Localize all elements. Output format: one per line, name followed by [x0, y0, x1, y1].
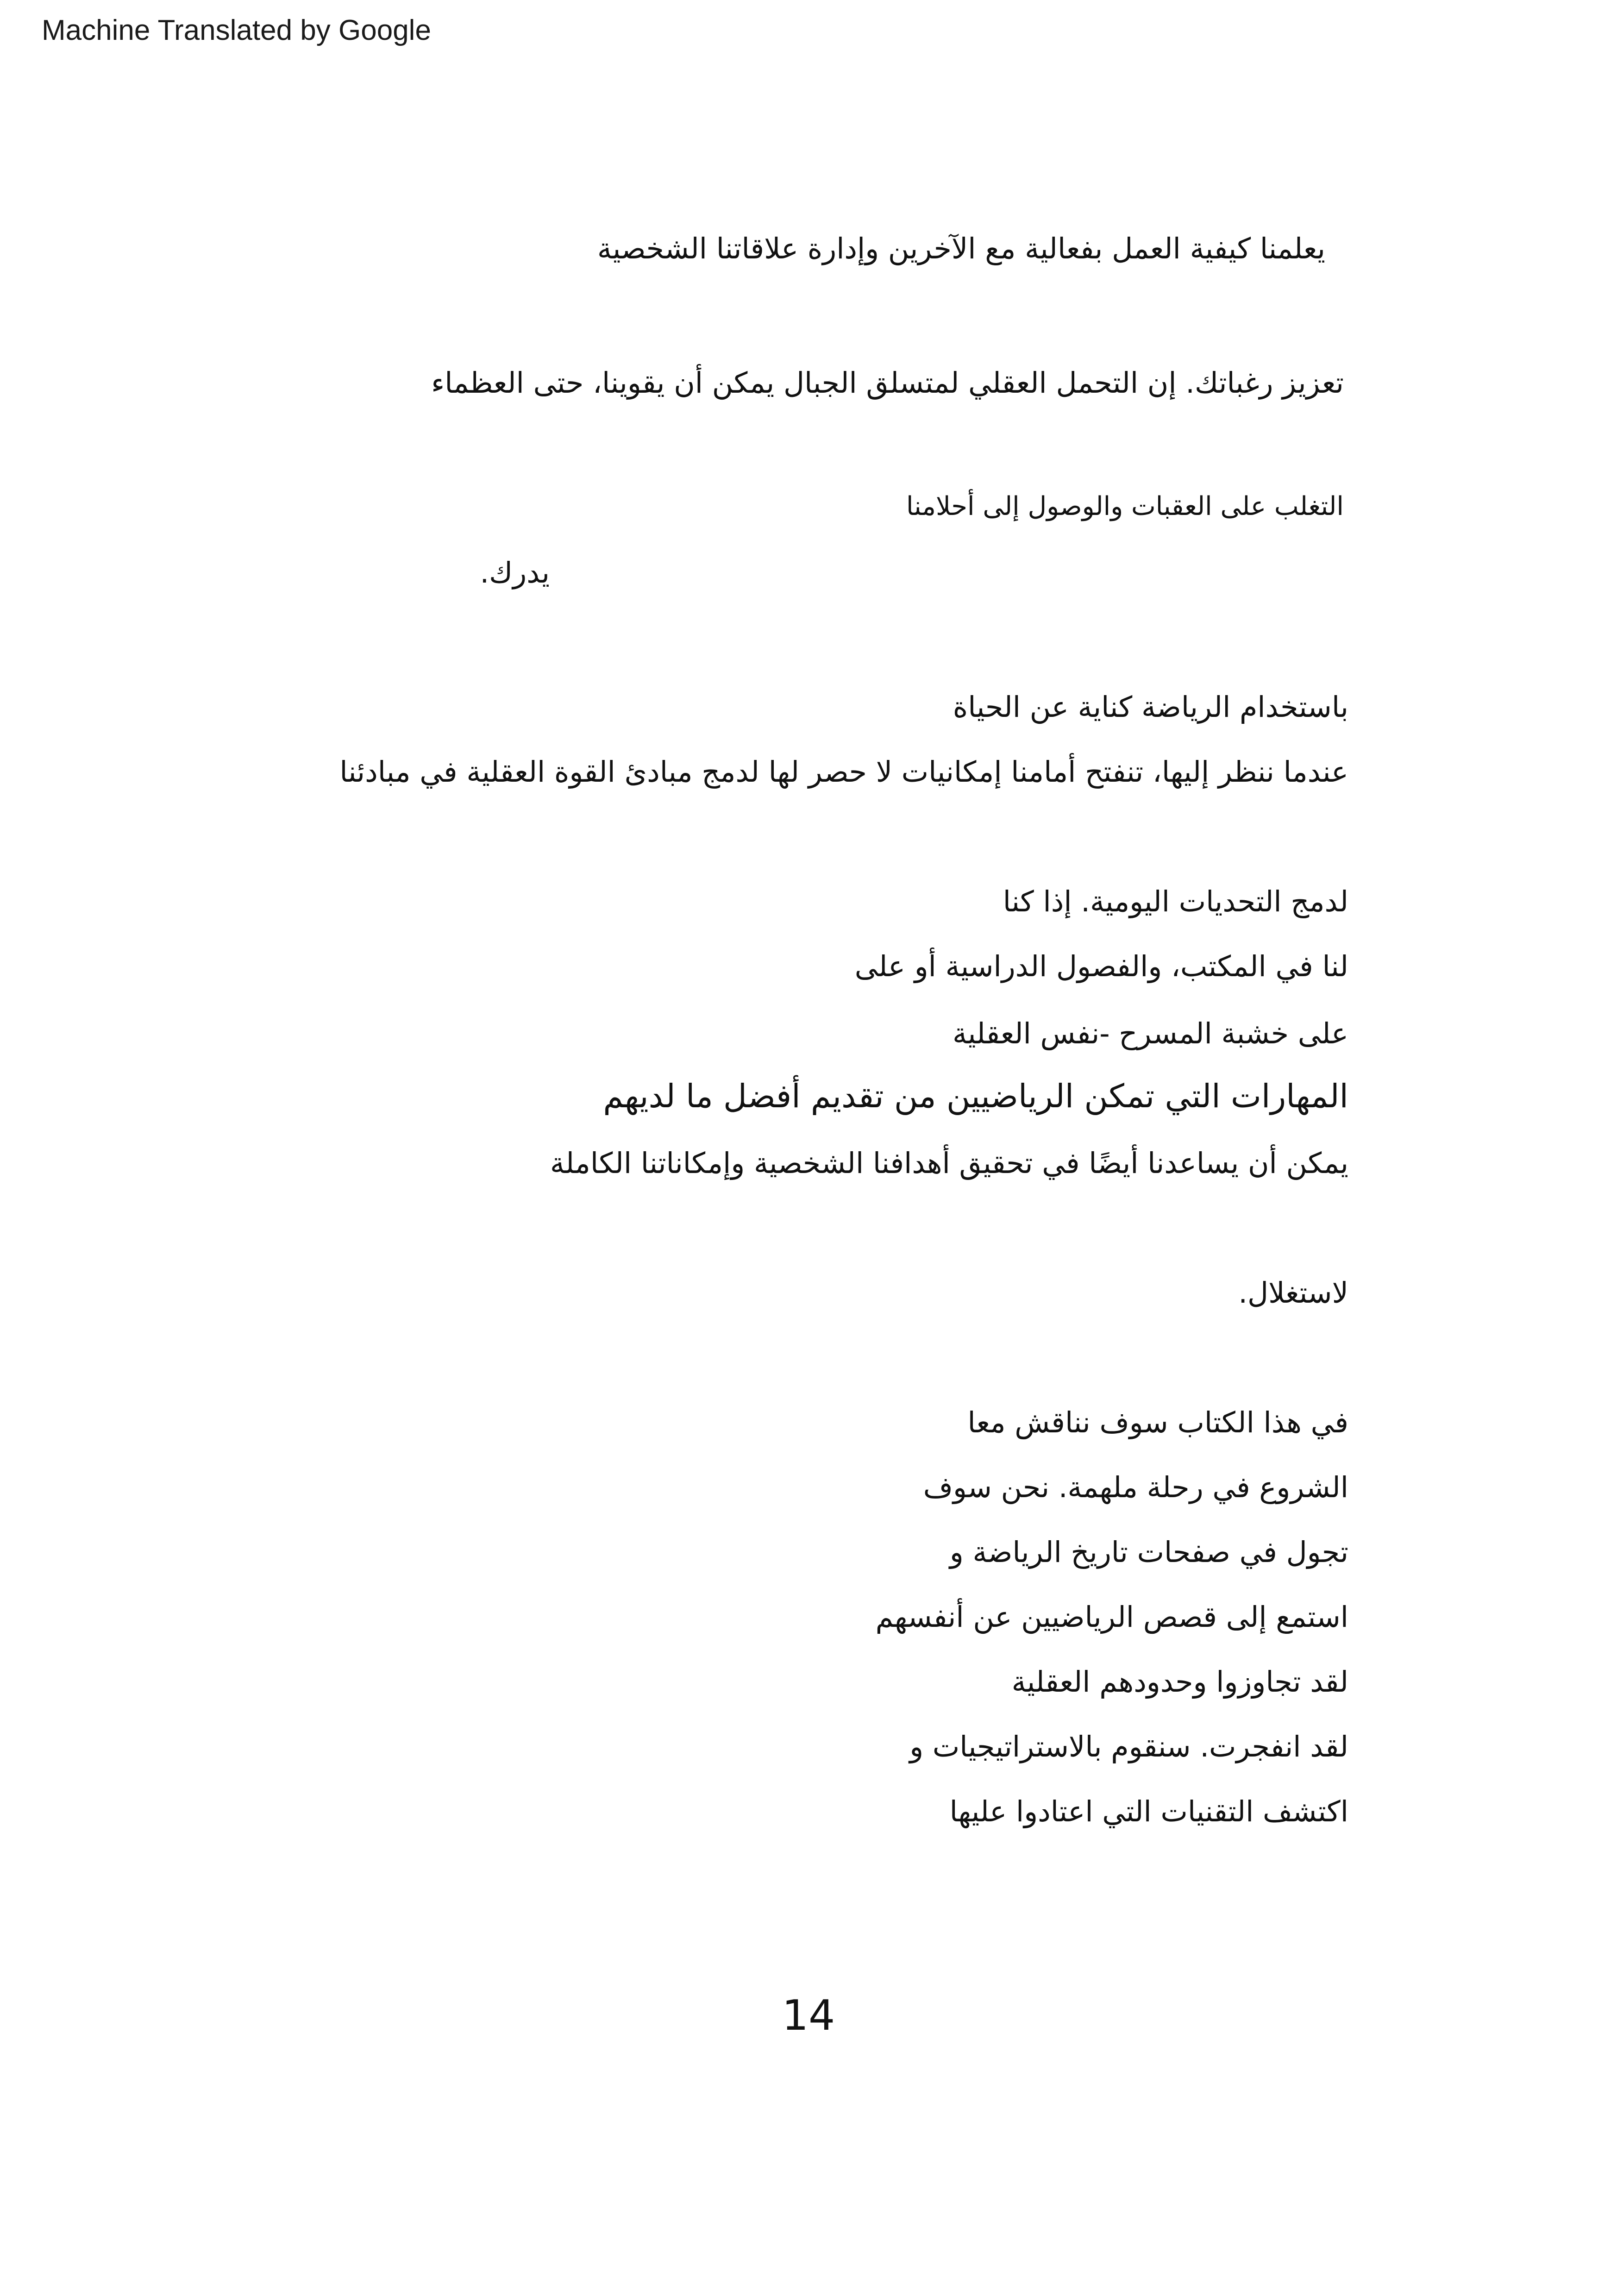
text-line: لنا في المكتب، والفصول الدراسية أو على [854, 949, 1348, 983]
text-line: اكتشف التقنيات التي اعتادوا عليها [949, 1794, 1348, 1828]
text-line: لقد تجاوزوا وحدودهم العقلية [1011, 1665, 1348, 1699]
machine-translation-note: Machine Translated by Google [42, 14, 431, 46]
text-line: باستخدام الرياضة كناية عن الحياة [953, 690, 1348, 724]
text-line: لاستغلال. [1238, 1276, 1348, 1310]
text-line: يدرك. [480, 556, 550, 590]
page-number: 14 [782, 1991, 835, 2040]
text-line: على خشبة المسرح -نفس العقلية [952, 1016, 1348, 1050]
text-line: لدمج التحديات اليومية. إذا كنا [1003, 885, 1348, 918]
text-line: عندما ننظر إليها، تنفتح أمامنا إمكانيات لا حصر لها لدمج مبادئ القوة العقلية في مبادئنا [339, 755, 1348, 789]
text-line: لقد انفجرت. سنقوم بالاستراتيجيات و [909, 1730, 1348, 1763]
text-line: تجول في صفحات تاريخ الرياضة و [949, 1535, 1348, 1569]
text-line: في هذا الكتاب سوف نناقش معا [967, 1405, 1348, 1439]
text-line: استمع إلى قصص الرياضيين عن أنفسهم [875, 1600, 1348, 1634]
text-line: يعلمنا كيفية العمل بفعالية مع الآخرين وإدارة علاقاتنا الشخصية [597, 232, 1325, 265]
text-line: الشروع في رحلة ملهمة. نحن سوف [923, 1470, 1348, 1504]
text-line: يمكن أن يساعدنا أيضًا في تحقيق أهدافنا الشخصية وإمكاناتنا الكاملة [550, 1146, 1348, 1180]
text-line: المهارات التي تمكن الرياضيين من تقديم أفضل ما لديهم [603, 1077, 1348, 1115]
text-line: التغلب على العقبات والوصول إلى أحلامنا [906, 491, 1344, 521]
text-line: تعزيز رغباتك. إن التحمل العقلي لمتسلق الجبال يمكن أن يقوينا، حتى العظماء [431, 366, 1344, 400]
